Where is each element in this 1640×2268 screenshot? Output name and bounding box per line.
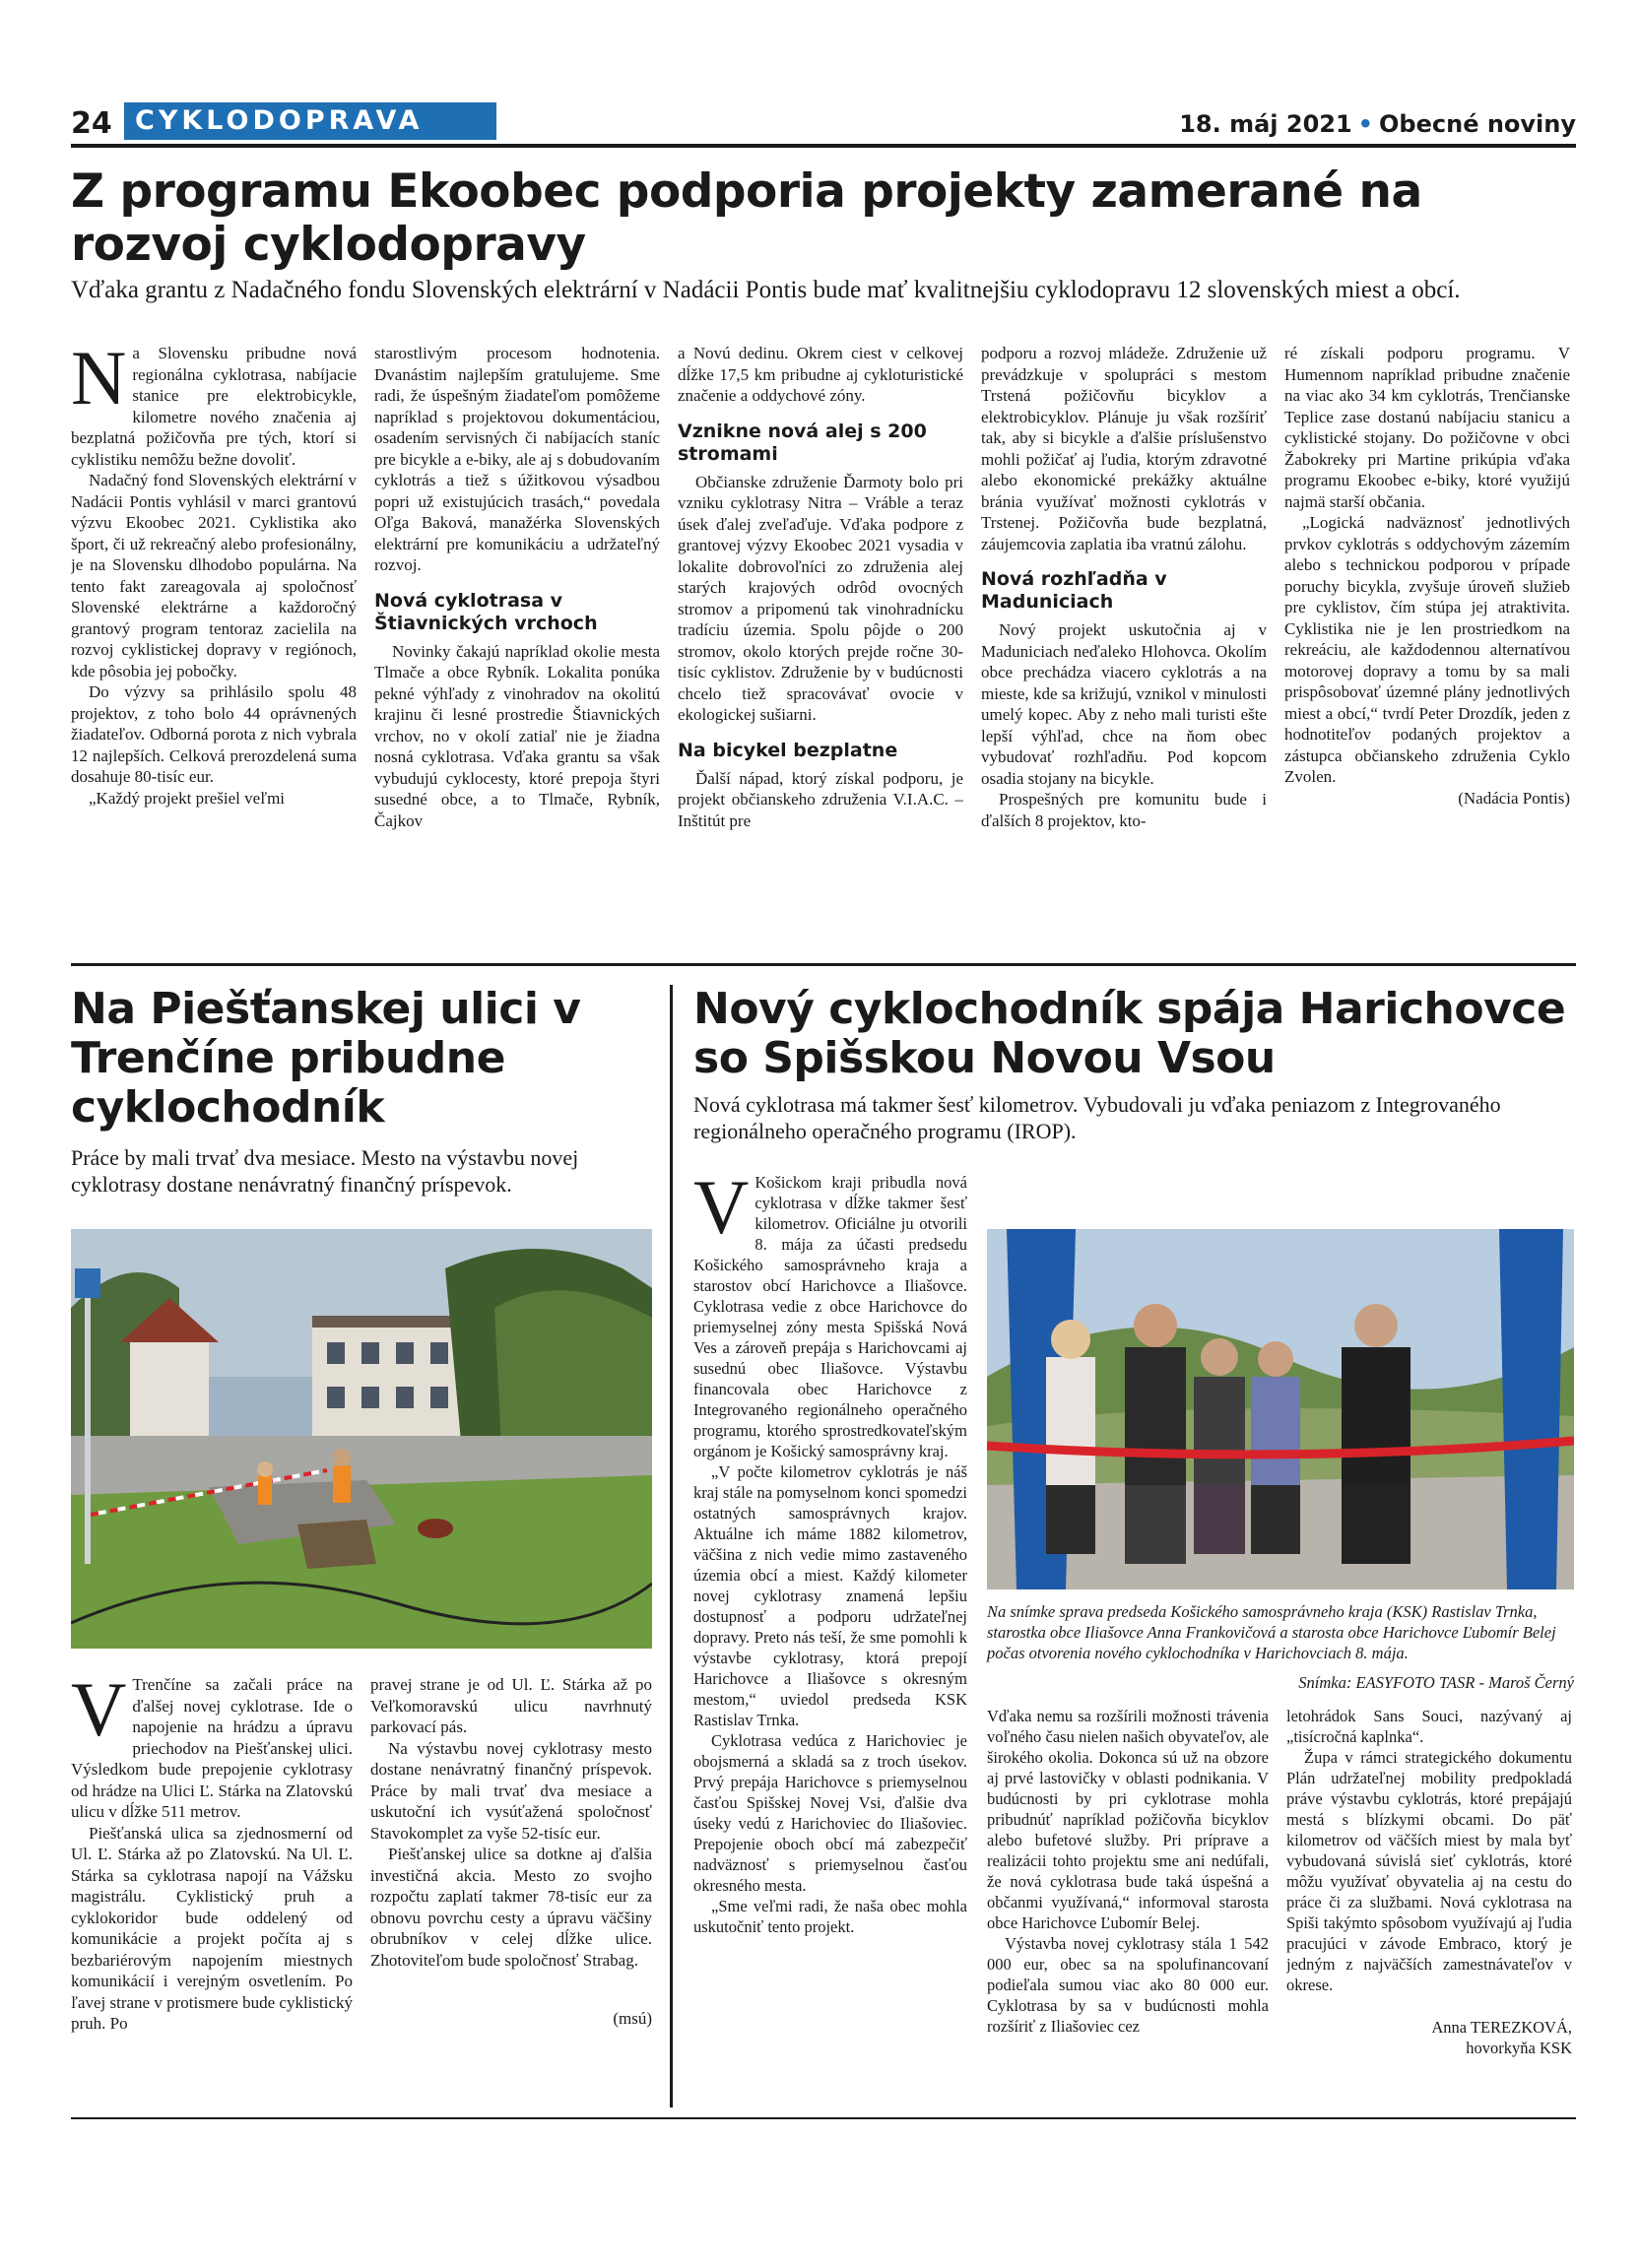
subheading: Na bicykel bezplatne (678, 739, 898, 761)
paragraph: Cyklotrasa vedúca z Harichoviec je obojsmerná a skladá sa z troch úsekov. Prvý prepája Harichovce s priemyselnou časťou Spišskej Novej Vsi, ďalšie dva úseky vedú z Harichoviec do Iliašoviec. Prepojenie oboch obcí má zabezpečiť nadväznosť s priemyselnou časťou okresného mesta. (693, 1731, 967, 1895)
paragraph: „V počte kilometrov cyklotrás je náš kraj stále na pomyselnom konci spomedzi ostatných samosprávnych krajov. Aktuálne ich máme 1882 kilometrov, väčšina z nich vedie mimo zastaveného územia obcí a miest. Každý kilometer novej cyklotrasy znamená lepšiu dostupnosť a podporu udržateľnej dopravy. Preto nás teší, že sme pomohli k výstavbe cyklotrasy, ktorá prepojí Harichovce a Iliašovce s okresným mestom,“ uviedol predseda KSK Rastislav Trnka. (693, 1462, 967, 1729)
page-number: 24 (71, 106, 112, 141)
paragraph: Nadačný fond Slovenských elektrární v Nadácii Pontis vyhlásil v marci grantovú výzvu Ekoobec 2021. Cyklistika ako šport, či už rekreačný alebo profesionálny, je na Slovensku dlhodobo populárna. Na tento fakt zareagovala aj spoločnosť Slovenské elektrárne a každoročný grantový program tentoraz zacielila na rozvoj cyklistickej dopravy v regiónoch, kde pôsobia jej pobočky. (71, 471, 357, 680)
paragraph: „Každý projekt prešiel veľmi (89, 788, 286, 808)
construction-image (71, 1229, 652, 1649)
article1-lead: Vďaka grantu z Nadačného fondu Slovenských elektrární v Nadácii Pontis bude mať kvalitnejšiu cyklodopravu 12 slovenských miest a obcí. (71, 277, 1461, 303)
separator-dot: • (1357, 110, 1374, 138)
paragraph: Župa v rámci strategického dokumentu Plán udržateľnej mobility predpokladá práve výstavbu cyklotrás, ktoré prepájajú mestá s blízkymi obcami. Do päť kilometrov od väčších miest by mala byť vybudovaná súvislá sieť cyklotrás, ktoré môžu využívať obyvatelia aj na cestu do práce či za službami. Nová cyklotrasa na Spiši takýmto spôsobom využívajú aj ľudia pracujúci v závode Embraco, ktorý je jedným z najväčších zamestnávateľov v okrese. (1286, 1748, 1572, 1994)
column-divider (670, 985, 673, 2107)
subheading: Nová rozhľadňa v Maduniciach (981, 568, 1167, 613)
paragraph: Novinky čakajú napríklad okolie mesta Tlmače a obce Rybník. Lokalita ponúka pekné výhľady z vinohradov na okolitú krajinu či lesné prostredie Štiavnických vrchov, no v okolí zatiaľ nie je žiadna nosná cyklotrasa. Vďaka grantu sa však vybudujú cyklocesty, ktoré prepoja štyri susedné obce, a to Tlmače, Rybník, Čajkov (374, 641, 660, 830)
ribbon-cutting-photo (987, 1229, 1574, 1589)
paragraph: Do výzvy sa prihlásilo spolu 48 projektov, z toho bolo 44 oprávnených žiadateľov. Odborná porota z nich vybrala 12 najlepších. Celková prerozdelená suma dosahuje 80-tisíc eur. (71, 682, 357, 786)
issue-date: 18. máj 2021 (1179, 110, 1352, 138)
signature: (Nadácia Pontis) (1458, 788, 1570, 808)
paragraph: Prospešných pre komunitu bude i ďalších 8 projektov, kto- (981, 790, 1267, 830)
article1-column-3 (678, 343, 963, 941)
dropcap: N (71, 343, 127, 421)
paragraph: podporu a rozvoj mládeže. Združenie už prevádzkuje v spolupráci s mestom Trstená požičovňu bicyklov a elektrobicyklov. Plánuje ju však rozšíriť tak, aby si bicykle a ďalšie príslušenstvo mohli požičať aj ľudia, ktorým zdravotné alebo ekonomické prekážky aktuálne bránia využívať možnosti cyklotrás v Trstenej. Požičovňa bude bezplatná, záujemcovia zaplatia iba vratnú zálohu. (981, 344, 1267, 553)
section-label: CYKLODOPRAVA (124, 102, 496, 140)
road-construction-photo (71, 1229, 652, 1649)
article3-column-1 (693, 1172, 967, 2107)
dropcap: V (71, 1674, 127, 1752)
paragraph: „Logická nadväznosť jednotlivých prvkov cyklotrás s oddychovým zázemím alebo s technickou podporou v prípade poruchy bicykla, zvyšuje úroveň služieb pre cyklistov, čím stúpa jej atraktivita. Cyklistika nie je len prostriedkom na rekreáciu, ale každodennou alternatívou motorovej dopravy a tomu by sa mali prispôsobovať územné plány jednotlivých miest a obcí,“ tvrdí Peter Drozdík, jeden z hodnotiteľov podaných projektov a zástupca občianskeho združenia Cyklo Zvolen. (1284, 513, 1570, 786)
article1-column-2 (374, 343, 660, 941)
signature-role: hovorkyňa KSK (1466, 2039, 1572, 2057)
article3-column-2 (987, 1706, 1269, 2107)
paragraph: starostlivým procesom hodnotenia. Dvanástim najlepším gratulujeme. Sme radi, že úspešným žiadateľom pomôžeme napríklad s projektovou dokumentáciou, osadením servisných či nabíjacích staníc pre bicykle a e-biky, ale aj s dobudovaním cyklotrás a tiež s úžitkovou výsadbou popri už existujúcich trasách,“ povedala Oľga Baková, manažérka Slovenských elektrární pre komunikáciu a udržateľný rozvoj. (374, 344, 660, 574)
paragraph: Piešťanskej ulice sa dotkne aj ďalšia investičná akcia. Mesto zo svojho rozpočtu zaplatí takmer 78-tisíc eur za obnovu povrchu cesty a úpravu väčšiny obrubníkov v celej dĺžke ulice. Zhotoviteľom bude spoločnosť Strabag. (370, 1845, 652, 1970)
signature-name: Anna TEREZKOVÁ, (1431, 2018, 1572, 2037)
paragraph: letohrádok Sans Souci, nazývaný aj „tisícročná kaplnka“. (1286, 1707, 1572, 1746)
bottom-rule (71, 2117, 1576, 2119)
photo-credit: Snímka: EASYFOTO TASR - Maroš Černý (1298, 1673, 1574, 1692)
paragraph: a Slovensku pribudne nová regionálna cyklotrasa, nabíjacie stanice pre elektrobicykle, kilometre nového značenia aj bezplatná požičovňa pre tých, ktorí si cyklistiku nemôžu bežne dovoliť. (71, 344, 357, 469)
page-header (71, 102, 1576, 148)
paragraph: Ďalší nápad, ktorý získal podporu, je projekt občianskeho združenia V.I.A.C. – Inštitút pre (678, 768, 963, 830)
paragraph: pravej strane je od Ul. Ľ. Stárka až po Veľkomoravskú ulicu navrhnutý parkovací pás. (370, 1675, 652, 1736)
paragraph: ré získali podporu programu. V Humennom napríklad pribudne značenie na viac ako 34 km cyklotrás, Trenčianske Teplice zase dostanú nabíjaciu stanicu a cyklistické stojany. Do požičovne v obci Žabokreky pri Martine prikúpia vďaka programu Ekoobec e-biky, ktoré využijú najmä starší občania. (1284, 344, 1570, 511)
article1-column-4 (981, 343, 1267, 941)
section-divider (71, 963, 1576, 966)
paragraph: Občianske združenie Ďarmoty bolo pri vzniku cyklotrasy Nitra – Vráble a teraz úsek ďalej zveľaďuje. Vďaka podpore z grantovej výzvy Ekoobec 2021 vysadia v lokalite dobrovoľníci zo združenia alej starých krajových odrôd ovocných stromov a pripomenú tak vinohradnícku tradíciu územia. Spolu pôjde o 200 stromov, okolo ktorých prejde ročne 30-tisíc cyklistov. Združenie by v budúcnosti chcelo tiež spracovávať ovocie v ekologickej sušiarni. (678, 472, 963, 724)
article3-headline: Nový cyklochodník spája Harichovce so Spišskou Novou Vsou (693, 984, 1566, 1083)
article2-lead: Práce by mali trvať dva mesiace. Mesto na výstavbu novej cyklotrasy dostane nenávratný finančný príspevok. (71, 1145, 579, 1197)
signature: (msú) (613, 2009, 652, 2028)
article1-headline: Z programu Ekoobec podporia projekty zamerané na rozvoj cyklodopravy (71, 164, 1422, 272)
article1-column-5 (1284, 343, 1570, 941)
subheading: Nová cyklotrasa v Štiavnických vrchoch (374, 589, 598, 634)
paragraph: Trenčíne sa začali práce na ďalšej novej cyklotrase. Ide o napojenie na hrádzu a úpravu priechodov na Piešťanskej ulici. Výsledkom bude prepojenie cyklotrasy od hrádze na Ulici Ľ. Stárka na Zlatovskú ulicu v dĺžke 511 metrov. (71, 1675, 353, 1821)
subheading: Vznikne nová alej s 200 stromami (678, 420, 927, 465)
paragraph: Vďaka nemu sa rozšírili možnosti trávenia voľného času nielen našich obyvateľov, ale širokého okolia. Dokonca sú už na obzore aj prvé lastovičky v oblasti podnikania. V budúcnosti by pri cyklotrase mohla pribudnúť napríklad požičovňa bicyklov alebo bufetové služby. Pri príprave a realizácii tohto projektu sme ani nedúfali, že nová cyklotrasa bude taká úspešná a občanmi využívaná,“ informoval starosta obce Harichovce Ľubomír Belej. (987, 1707, 1269, 1932)
article3-lead: Nová cyklotrasa má takmer šesť kilometrov. Vybudovali ju vďaka peniazom z Integrovaného regionálneho operačného programu (IROP). (693, 1092, 1501, 1143)
paper-name: Obecné noviny (1379, 110, 1576, 138)
article1-column-1 (71, 343, 357, 941)
dropcap: V (693, 1172, 750, 1250)
ribbon-image (987, 1229, 1574, 1589)
article3-column-3 (1286, 1706, 1572, 2107)
paragraph: „Sme veľmi radi, že naša obec mohla uskutočniť tento projekt. (693, 1897, 967, 1936)
article2-column-2 (370, 1674, 652, 2107)
paragraph: Nový projekt uskutočnia aj v Maduniciach neďaleko Hlohovca. Okolím obce prechádza viacero cyklotrás a na mieste, kde sa križujú, vznikol v minulosti umelý kopec. Aby z neho mali turisti ešte lepší výhľad, chce na ňom obec vybudovať rozhľadňu. Pod kopcom osadia stojany na bicykle. (981, 620, 1267, 788)
paragraph: a Novú dedinu. Okrem ciest v celkovej dĺžke 17,5 km pribudne aj cykloturistické značenie a oddychové zóny. (678, 344, 963, 405)
paragraph: Na výstavbu novej cyklotrasy mesto dostane nenávratný finančný príspevok. Práce by mali trvať dva mesiace a uskutoční ich vysúťažená spoločnosť Stavokomplet za vyše 52-tisíc eur. (370, 1738, 652, 1843)
paragraph: Piešťanská ulica sa zjednosmerní od Ul. Ľ. Stárka až po Zlatovskú. Na Ul. Ľ. Stárka sa cyklotrasa napojí na Vážsku magistrálu. Cyklistický pruh a cyklokoridor bude oddelený od komunikácie a projekt počíta aj s bezbariérovým napojením miestnych komunikácií i verejným osvetlením. Po ľavej strane v protismere bude cyklistický pruh. Po (71, 1823, 353, 2033)
masthead (1179, 110, 1576, 138)
article2-headline: Na Piešťanskej ulici v Trenčíne pribudne cyklochodník (71, 984, 581, 1133)
article2-column-1 (71, 1674, 353, 2107)
paragraph: Výstavba novej cyklotrasy stála 1 542 000 eur, obec sa na spolufinancovaní podieľala sumou viac ako 80 000 eur. Cyklotrasa by sa v budúcnosti mohla rozšíriť z Iliašoviec cez (987, 1934, 1269, 2036)
paragraph: Košickom kraji pribudla nová cyklotrasa v dĺžke takmer šesť kilometrov. Oficiálne ju otvorili 8. mája za účasti predsedu Košického samosprávneho kraja a starostov obcí Harichovce a Iliašovce. Cyklotrasa vedie z obce Harichovce do priemyselnej zóny mesta Spišská Nová Ves a zároveň prepája s Harichovcami aj susednú obec Iliašovce. Výstavbu financovala obec Harichovce z Integrovaného regionálneho operačného programu, ktorého sprostredkovateľským orgánom je Košický samosprávny kraj. (693, 1173, 967, 1460)
photo-caption: Na snímke sprava predseda Košického samosprávneho kraja (KSK) Rastislav Trnka, starostka obce Iliašovce Anna Frankovičová a starosta obce Harichovce Ľubomír Belej počas otvorenia nového cyklochodníka v Harichovciach 8. mája. (987, 1602, 1556, 1662)
